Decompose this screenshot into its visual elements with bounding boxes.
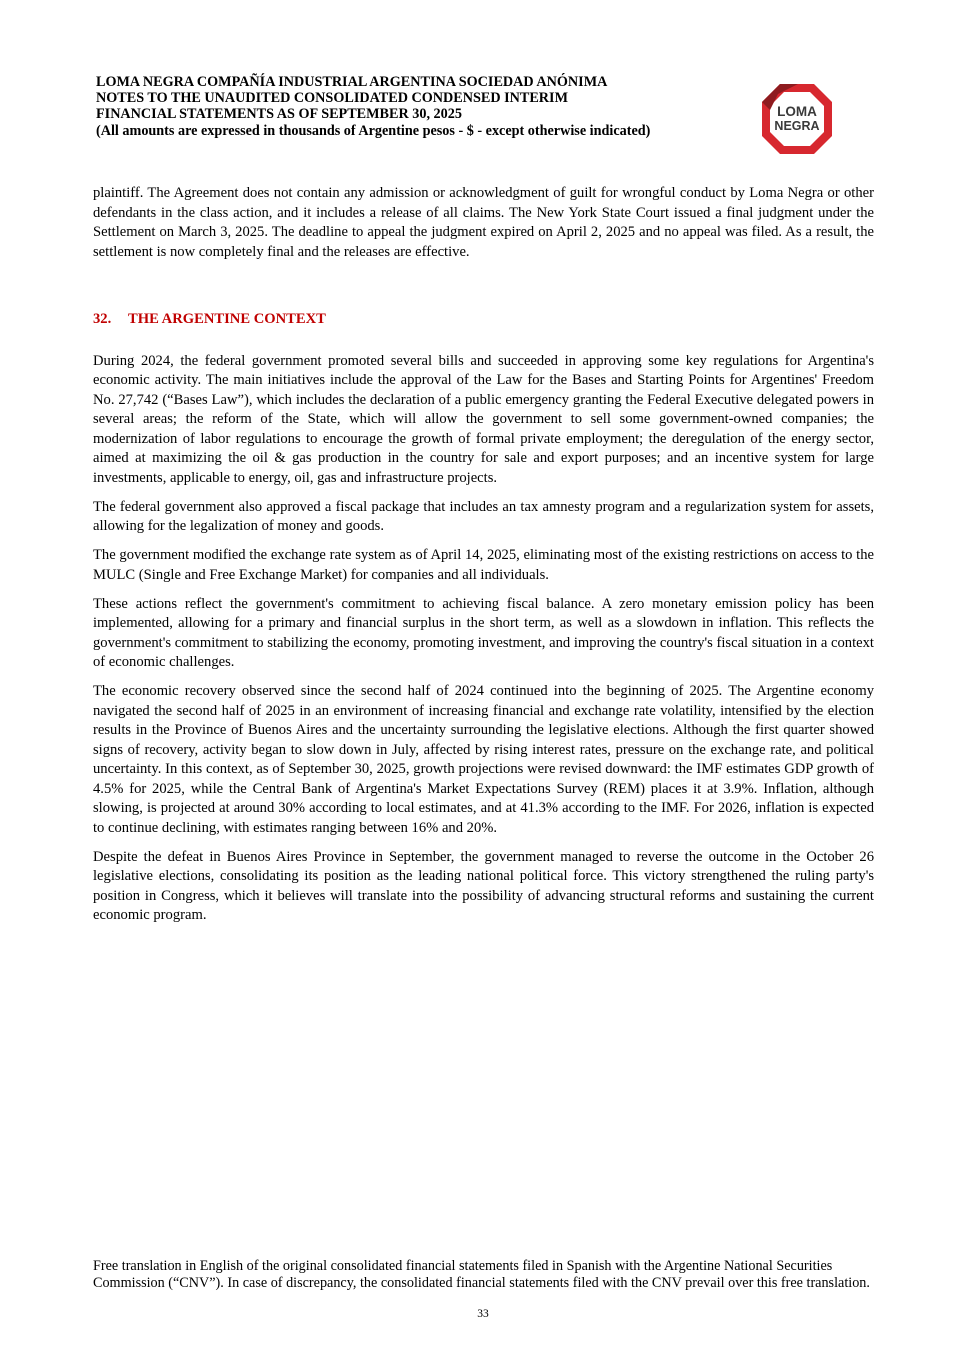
paragraph-5: The economic recovery observed since the second half of 2024 continued into the beginning of 2025. The Argentine economy navigated the second half of 2025 in an environment of increasing financial and exchange rate volatility, intensified by the election results in the Province of Buenos Aires and the uncertainty surrounding the legislative elections. Although the first quarter showed signs of recovery, activity began to slow down in July, affected by rising interest rates, pressure on the exchange rate, and political uncertainty. In this context, as of September 30, 2025, growth projections were revised downward: the IMF estimates GDP growth of 4.5% for 2025, while the Central Bank of Argentina's Market Expectations Survey (REM) places it at 3.9%. Inflation, although slowing, is projected at around 30% according to local estimates, and at 41.3% according to the IMF. For 2026, inflation is expected to continue declining, with estimates ranging between 16% and 20%. xyxy=(93,683,874,836)
currency-note: (All amounts are expressed in thousands of Argentine pesos - $ - except otherwise indicated) xyxy=(96,122,651,139)
section-heading xyxy=(93,310,874,330)
translation-disclaimer: Free translation in English of the original consolidated financial statements filed in Spanish with the Argentine National Securities Commission (“CNV”). In case of discrepancy, the consolidated financial statements filed with the CNV prevail over this free translation. xyxy=(93,1258,870,1291)
intro-paragraph: plaintiff. The Agreement does not contain any admission or acknowledgment of guilt for wrongful conduct by Loma Negra or other defendants in the class action, and it includes a release of all claims. The New York State Court issued a final judgment under the Settlement on March 3, 2025. The deadline to appeal the judgment expired on April 2, 2025 and no appeal was filed. As a result, the settlement is now completely final and the releases are effective. xyxy=(93,185,874,260)
document-header xyxy=(96,74,716,139)
page-number: 33 xyxy=(477,1308,489,1320)
paragraph-1: During 2024, the federal government promoted several bills and succeeded in approving some key regulations for Argentina's economic activity. The main initiatives include the approval of the Law for the Bases and Starting Points for Argentines' Freedom No. 27,742 (“Bases Law”), which includes the declaration of a public emergency granting the Federal Executive delegated powers in several areas; the reform of the State, which will allow the government to sell some government-owned companies; the modernization of labor regulations to encourage the growth of formal private employment; the deregulation of the energy sector, aimed at maximizing the oil & gas production in the country for sale and export purposes; and an incentive system for large investments, applicable to energy, oil, gas and infrastructure projects. xyxy=(93,352,874,486)
logo-line-negra: NEGRA xyxy=(774,119,820,133)
notes-title: NOTES TO THE UNAUDITED CONSOLIDATED CONDENSED INTERIM xyxy=(96,90,568,107)
paragraph-6: Despite the defeat in Buenos Aires Province in September, the government managed to reverse the outcome in the October 26 legislative elections, consolidating its position as the leading national political force. This victory strengthened the ruling party's position in Congress, which it believes will translate into the possibility of advancing structural reforms and sustaining the current economic program. xyxy=(93,848,874,924)
paragraph-2: The federal government also approved a fiscal package that includes an tax amnesty program and a regularization system for assets, allowing for the legalization of money and goods. xyxy=(93,498,874,535)
statements-date: FINANCIAL STATEMENTS AS OF SEPTEMBER 30, 2025 xyxy=(96,106,462,123)
section-number: 32. xyxy=(93,311,112,327)
logo-line-loma: LOMA xyxy=(777,104,817,119)
section-title: THE ARGENTINE CONTEXT xyxy=(128,311,326,327)
company-name: LOMA NEGRA COMPAÑÍA INDUSTRIAL ARGENTINA SOCIEDAD ANÓNIMA xyxy=(96,74,608,90)
document-body xyxy=(93,184,874,936)
paragraph-3: The government modified the exchange rate system as of April 14, 2025, eliminating most of the existing restrictions on access to the MULC (Single and Free Exchange Market) for companies and all individuals. xyxy=(93,547,874,583)
loma-negra-logo xyxy=(758,80,836,158)
paragraph-4: These actions reflect the government's commitment to achieving fiscal balance. A zero monetary emission policy has been implemented, allowing for a primary and financial surplus in the short term, as well as a slowdown in inflation. This reflects the government's commitment to stabilizing the economy, promoting investment, and improving the country's fiscal situation in a context of economic challenges. xyxy=(93,595,874,671)
